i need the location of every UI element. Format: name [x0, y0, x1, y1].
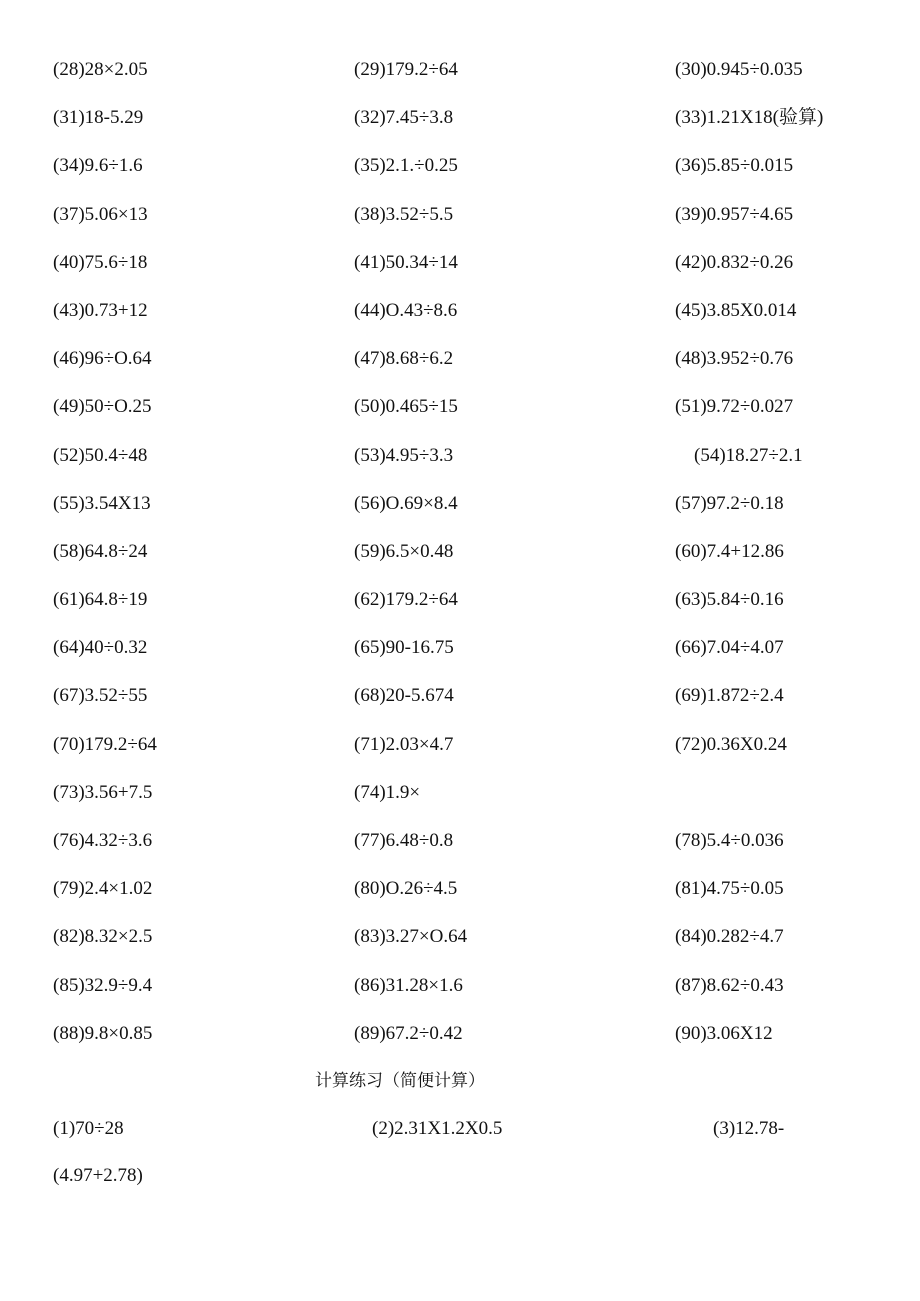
exercise-item: (44)O.43÷8.6	[354, 299, 458, 321]
exercise-item: (79)2.4×1.02	[53, 878, 153, 900]
exercise-item: (42)0.832÷0.26	[675, 251, 794, 273]
exercise-item: (73)3.56+7.5	[53, 781, 153, 803]
exercise-row	[0, 251, 920, 299]
exercise-item: (82)8.32×2.5	[53, 926, 153, 948]
exercise-item: (39)0.957÷4.65	[675, 203, 794, 225]
exercise-item: (61)64.8÷19	[53, 589, 148, 611]
exercise-row	[0, 540, 920, 588]
exercise-row	[0, 299, 920, 347]
exercise-row	[0, 492, 920, 540]
exercise-item: (43)0.73+12	[53, 299, 148, 321]
exercise-item: (71)2.03×4.7	[354, 733, 454, 755]
exercise-item: (83)3.27×O.64	[354, 926, 468, 948]
exercise-item: (63)5.84÷0.16	[675, 589, 784, 611]
exercise-item: (70)179.2÷64	[53, 733, 157, 755]
exercise-item: (56)O.69×8.4	[354, 492, 458, 514]
exercise-item: (89)67.2÷0.42	[354, 1022, 463, 1044]
exercise-item: (45)3.85X0.014	[675, 299, 797, 321]
exercise-item: (37)5.06×13	[53, 203, 148, 225]
exercise-item: (33)1.21X18(验算)	[675, 107, 824, 129]
simple-item-1: (1)70÷28	[53, 1118, 124, 1139]
exercise-item: (34)9.6÷1.6	[53, 155, 143, 177]
exercise-item: (30)0.945÷0.035	[675, 59, 803, 80]
exercise-item: (69)1.872÷2.4	[675, 685, 784, 707]
exercise-item: (29)179.2÷64	[354, 59, 458, 80]
exercise-item: (88)9.8×0.85	[53, 1022, 153, 1044]
exercise-row	[0, 1022, 920, 1070]
exercise-item: (46)96÷O.64	[53, 348, 152, 370]
exercise-row	[0, 347, 920, 395]
exercise-row	[0, 395, 920, 443]
exercise-item: (66)7.04÷4.07	[675, 637, 784, 659]
exercise-item: (31)18-5.29	[53, 107, 144, 129]
exercise-item: (38)3.52÷5.5	[354, 203, 454, 225]
exercise-row	[0, 733, 920, 781]
exercise-item: (53)4.95÷3.3	[354, 444, 454, 466]
exercise-item: (68)20-5.674	[354, 685, 454, 707]
exercise-item: (28)28×2.05	[53, 59, 148, 80]
exercise-item: (48)3.952÷0.76	[675, 348, 794, 370]
exercise-item: (77)6.48÷0.8	[354, 830, 454, 851]
exercise-row	[0, 636, 920, 684]
exercise-item: (78)5.4÷0.036	[675, 830, 784, 851]
exercise-row	[0, 588, 920, 636]
exercise-item: (81)4.75÷0.05	[675, 878, 784, 900]
exercise-item: (57)97.2÷0.18	[675, 492, 784, 514]
exercise-item: (58)64.8÷24	[53, 540, 148, 562]
exercise-row	[0, 154, 920, 202]
exercise-item: (54)18.27÷2.1	[694, 444, 803, 466]
exercise-row	[0, 106, 920, 154]
exercise-row	[0, 58, 920, 106]
exercise-item: (74)1.9×	[354, 781, 421, 803]
exercise-row	[0, 684, 920, 732]
simple-item-3-continuation: (4.97+2.78)	[53, 1165, 143, 1186]
exercise-item: (59)6.5×0.48	[354, 540, 454, 562]
simple-item-3: (3)12.78-	[713, 1118, 785, 1139]
exercise-item: (72)0.36X0.24	[675, 733, 787, 755]
simple-calc-row	[0, 1118, 920, 1142]
exercise-item: (86)31.28×1.6	[354, 974, 463, 996]
exercise-item: (51)9.72÷0.027	[675, 396, 794, 418]
exercise-item: (90)3.06X12	[675, 1022, 773, 1044]
exercise-row	[0, 974, 920, 1022]
section-title: 计算练习（简便计算）	[315, 1071, 485, 1091]
exercise-item: (67)3.52÷55	[53, 685, 148, 707]
exercise-item: (36)5.85÷0.015	[675, 155, 794, 177]
exercise-row	[0, 829, 920, 877]
exercise-item: (65)90-16.75	[354, 637, 454, 659]
exercise-item: (80)O.26÷4.5	[354, 878, 458, 900]
exercise-item: (52)50.4÷48	[53, 444, 148, 466]
exercise-row	[0, 925, 920, 973]
exercise-item: (49)50÷O.25	[53, 396, 152, 418]
exercise-item: (47)8.68÷6.2	[354, 348, 454, 370]
exercise-row	[0, 203, 920, 251]
simple-item-2: (2)2.31X1.2X0.5	[372, 1118, 503, 1139]
exercise-row	[0, 877, 920, 925]
exercise-item: (60)7.4+12.86	[675, 540, 784, 562]
exercise-item: (87)8.62÷0.43	[675, 974, 784, 996]
exercise-grid	[0, 58, 920, 1070]
exercise-item: (84)0.282÷4.7	[675, 926, 784, 948]
exercise-row	[0, 781, 920, 829]
exercise-item: (55)3.54X13	[53, 492, 151, 514]
exercise-item: (50)0.465÷15	[354, 396, 458, 418]
exercise-row	[0, 444, 920, 492]
exercise-item: (62)179.2÷64	[354, 589, 458, 611]
exercise-item: (64)40÷0.32	[53, 637, 148, 659]
exercise-item: (40)75.6÷18	[53, 251, 148, 273]
exercise-item: (41)50.34÷14	[354, 251, 458, 273]
exercise-item: (32)7.45÷3.8	[354, 107, 454, 129]
exercise-item: (85)32.9÷9.4	[53, 974, 153, 996]
exercise-item: (35)2.1.÷0.25	[354, 155, 458, 177]
exercise-item: (76)4.32÷3.6	[53, 830, 153, 851]
